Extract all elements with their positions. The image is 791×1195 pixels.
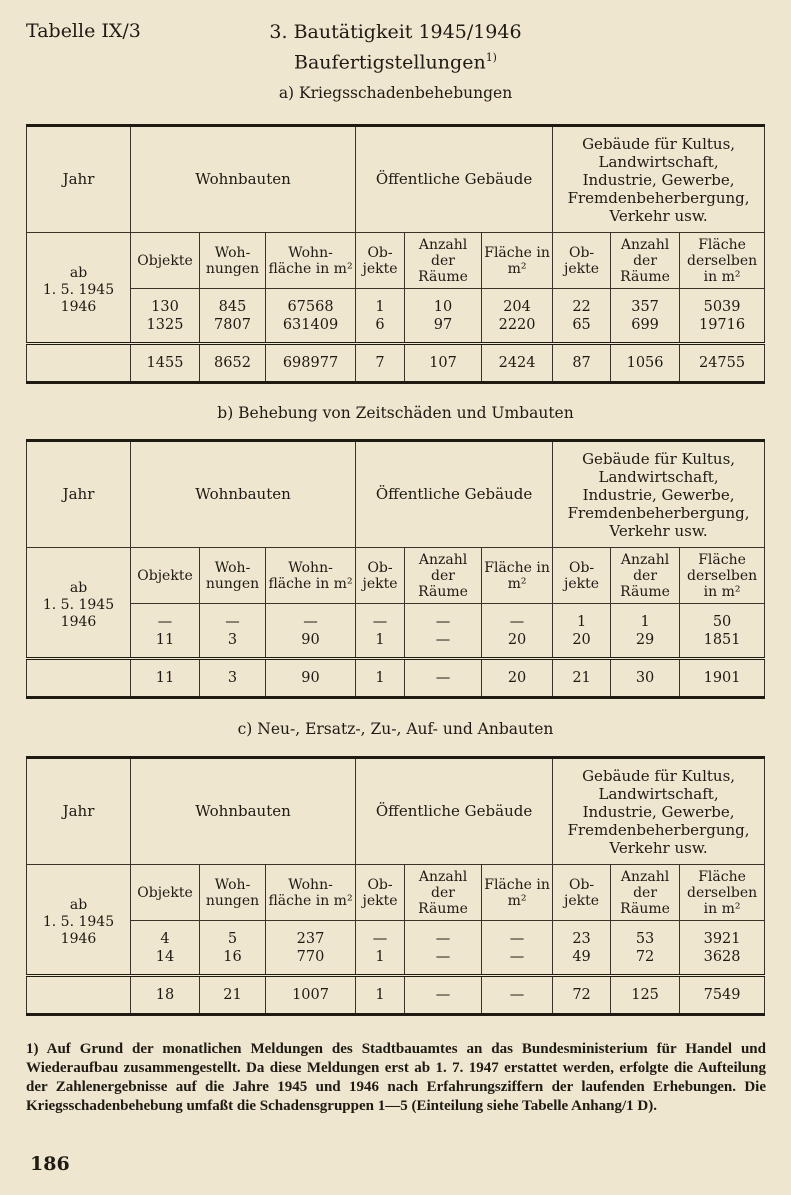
wohnbauten-header: Wohnbauten bbox=[131, 758, 356, 865]
total-cell: 1007 bbox=[266, 976, 356, 1015]
jahr-cell bbox=[27, 865, 131, 976]
cell: 1 bbox=[640, 613, 650, 630]
total-cell: 1056 bbox=[611, 344, 680, 383]
cell: 1 bbox=[375, 948, 385, 965]
total-cell: 7549 bbox=[680, 976, 765, 1015]
cell: — bbox=[372, 930, 388, 947]
cell: — bbox=[435, 948, 451, 965]
total-cell: 72 bbox=[553, 976, 611, 1015]
total-cell: 1455 bbox=[131, 344, 200, 383]
jahr-cell bbox=[27, 233, 131, 344]
footnote-text: Auf Grund der monatlichen Meldungen des Stadtbauamtes an das Bundesministerium für Handel und Wiederaufbau zusammengestellt. Da diese Meldungen erst ab 1. 7. 1947 erstattet werden, erfolgte die Aufteilung der Zahlenergebnisse auf die Jahre 1945 und 1946 nach Erfahrungsziffern der laufenden Erhebungen. Die Kriegsschadenbehebung umfaßt die Schadensgruppen 1—5 (Einteilung siehe Tabelle Anhang/1 D). bbox=[26, 1041, 766, 1114]
cell: 20 bbox=[507, 631, 527, 648]
page-subtitle-text: Baufertigstellungen bbox=[294, 51, 486, 74]
col-ob-jekte: Ob- jekte bbox=[356, 865, 405, 921]
cell: 1 bbox=[375, 298, 385, 315]
section-title-a: a) Kriegsschadenbehebungen bbox=[278, 84, 513, 102]
section-title-c: c) Neu-, Ersatz-, Zu-, Auf- und Anbauten bbox=[237, 720, 554, 738]
jahr-header: Jahr bbox=[27, 126, 131, 233]
total-cell: 21 bbox=[200, 976, 266, 1015]
col-wohnflaeche: Wohn- fläche in m² bbox=[266, 233, 356, 289]
col-flaeche-derselben: Fläche derselben in m² bbox=[680, 548, 765, 604]
table-row bbox=[27, 921, 765, 976]
cell: 3628 bbox=[703, 948, 741, 965]
oeffentliche-header: Öffentliche Gebäude bbox=[356, 441, 553, 548]
cell: — bbox=[435, 930, 451, 947]
col-ob-jekte: Ob- jekte bbox=[553, 233, 611, 289]
col-anzahl-raeume: Anzahl der Räume bbox=[611, 233, 680, 289]
table-c bbox=[26, 756, 765, 1016]
year-date: 1. 5. 1945 bbox=[42, 914, 115, 930]
cell: 11 bbox=[155, 631, 175, 648]
col-anzahl-raeume: Anzahl der Räume bbox=[611, 548, 680, 604]
cell: 50 bbox=[712, 613, 732, 630]
cell: 10 bbox=[433, 298, 453, 315]
cell: 1 bbox=[576, 613, 587, 630]
year-1946: 1946 bbox=[60, 931, 97, 947]
total-cell: 7 bbox=[356, 344, 405, 383]
total-cell: 90 bbox=[266, 659, 356, 698]
cell: 23 bbox=[572, 930, 591, 947]
total-row bbox=[27, 344, 765, 383]
total-cell: 11 bbox=[131, 659, 200, 698]
cell: — bbox=[157, 613, 173, 630]
jahr-header: Jahr bbox=[27, 758, 131, 865]
year-date: 1. 5. 1945 bbox=[42, 282, 115, 298]
cell: — bbox=[509, 948, 525, 965]
year-1946: 1946 bbox=[60, 299, 97, 315]
footnote bbox=[26, 1040, 766, 1116]
year-date: 1. 5. 1945 bbox=[42, 597, 115, 613]
cell: 29 bbox=[635, 631, 655, 648]
cell: 19716 bbox=[698, 316, 746, 333]
total-cell: 24755 bbox=[680, 344, 765, 383]
cell: — bbox=[435, 613, 451, 630]
cell: 14 bbox=[155, 948, 175, 965]
col-ob-jekte: Ob- jekte bbox=[356, 233, 405, 289]
cell: 97 bbox=[433, 316, 453, 333]
cell: 1851 bbox=[703, 631, 741, 648]
total-row bbox=[27, 659, 765, 698]
col-anzahl-raeume: Anzahl der Räume bbox=[405, 548, 482, 604]
section-title-b: b) Behebung von Zeitschäden und Umbauten bbox=[217, 404, 574, 422]
cell: 16 bbox=[223, 948, 242, 965]
year-ab: ab bbox=[69, 897, 88, 913]
year-1946: 1946 bbox=[60, 614, 97, 630]
year-ab: ab bbox=[69, 265, 88, 281]
col-flaeche: Fläche in m² bbox=[482, 548, 553, 604]
cell: 20 bbox=[572, 631, 591, 648]
col-objekte: Objekte bbox=[131, 233, 200, 289]
cell: 5 bbox=[227, 930, 238, 947]
cell: — bbox=[303, 613, 318, 630]
col-flaeche-derselben: Fläche derselben in m² bbox=[680, 865, 765, 921]
oeffentliche-header: Öffentliche Gebäude bbox=[356, 758, 553, 865]
col-objekte: Objekte bbox=[131, 548, 200, 604]
table-id: Tabelle IX/3 bbox=[26, 20, 141, 42]
year-ab: ab bbox=[69, 580, 88, 596]
total-cell: 1 bbox=[356, 659, 405, 698]
wohnbauten-header: Wohnbauten bbox=[131, 126, 356, 233]
col-wohnungen: Woh- nungen bbox=[200, 865, 266, 921]
table-a bbox=[26, 124, 765, 384]
cell: 4 bbox=[160, 930, 170, 947]
cell: 1325 bbox=[146, 316, 184, 333]
cell: 770 bbox=[296, 948, 325, 965]
footnote-reference: 1) bbox=[485, 51, 497, 64]
cell: 699 bbox=[631, 316, 659, 333]
col-flaeche: Fläche in m² bbox=[482, 233, 553, 289]
col-anzahl-raeume: Anzahl der Räume bbox=[405, 233, 482, 289]
col-wohnflaeche: Wohn- fläche in m² bbox=[266, 548, 356, 604]
cell: 49 bbox=[572, 948, 591, 965]
cell: 3921 bbox=[703, 930, 741, 947]
cell: 2220 bbox=[498, 316, 536, 333]
cell: 357 bbox=[631, 298, 659, 315]
total-cell: 1 bbox=[356, 976, 405, 1015]
total-cell: 30 bbox=[611, 659, 680, 698]
cell: 72 bbox=[635, 948, 655, 965]
cell: 631409 bbox=[282, 316, 339, 333]
total-cell: 20 bbox=[482, 659, 553, 698]
cell: 90 bbox=[301, 631, 320, 648]
col-ob-jekte: Ob- jekte bbox=[553, 865, 611, 921]
cell: — bbox=[509, 930, 525, 947]
cell: — bbox=[435, 631, 451, 648]
oeffentliche-header: Öffentliche Gebäude bbox=[356, 126, 553, 233]
jahr-cell bbox=[27, 548, 131, 659]
total-cell: — bbox=[482, 976, 553, 1015]
table-row bbox=[27, 289, 765, 344]
table-row bbox=[27, 604, 765, 659]
cell: 130 bbox=[151, 298, 179, 315]
total-row bbox=[27, 976, 765, 1015]
col-ob-jekte: Ob- jekte bbox=[553, 548, 611, 604]
gebaeude-kultus-header: Gebäude für Kultus, Landwirtschaft, Industrie, Gewerbe, Fremdenbeherbergung, Verkehr usw. bbox=[553, 758, 765, 865]
total-cell: 21 bbox=[553, 659, 611, 698]
jahr-header: Jahr bbox=[27, 441, 131, 548]
cell: 22 bbox=[572, 298, 591, 315]
cell: 7807 bbox=[214, 316, 251, 333]
gebaeude-kultus-header: Gebäude für Kultus, Landwirtschaft, Industrie, Gewerbe, Fremdenbeherbergung, Verkehr usw. bbox=[553, 126, 765, 233]
cell: — bbox=[509, 613, 525, 630]
cell: 1 bbox=[375, 631, 385, 648]
total-cell: 698977 bbox=[266, 344, 356, 383]
total-cell: 107 bbox=[405, 344, 482, 383]
cell: 65 bbox=[572, 316, 591, 333]
total-cell: 3 bbox=[200, 659, 266, 698]
total-cell: — bbox=[405, 976, 482, 1015]
cell: 845 bbox=[218, 298, 247, 315]
total-cell: 18 bbox=[131, 976, 200, 1015]
table-b bbox=[26, 439, 765, 699]
cell: 6 bbox=[375, 316, 385, 333]
total-cell: 8652 bbox=[200, 344, 266, 383]
cell: — bbox=[225, 613, 240, 630]
col-anzahl-raeume: Anzahl der Räume bbox=[405, 865, 482, 921]
page-number: 186 bbox=[30, 1153, 70, 1175]
cell: 3 bbox=[227, 631, 238, 648]
total-cell: 1901 bbox=[680, 659, 765, 698]
cell: 204 bbox=[503, 298, 531, 315]
total-cell: 2424 bbox=[482, 344, 553, 383]
cell: 53 bbox=[635, 930, 655, 947]
col-ob-jekte: Ob- jekte bbox=[356, 548, 405, 604]
col-flaeche-derselben: Fläche derselben in m² bbox=[680, 233, 765, 289]
total-cell: 125 bbox=[611, 976, 680, 1015]
cell: 237 bbox=[296, 930, 325, 947]
col-objekte: Objekte bbox=[131, 865, 200, 921]
total-cell: — bbox=[405, 659, 482, 698]
gebaeude-kultus-header: Gebäude für Kultus, Landwirtschaft, Industrie, Gewerbe, Fremdenbeherbergung, Verkehr usw. bbox=[553, 441, 765, 548]
col-anzahl-raeume: Anzahl der Räume bbox=[611, 865, 680, 921]
col-wohnungen: Woh- nungen bbox=[200, 233, 266, 289]
wohnbauten-header: Wohnbauten bbox=[131, 441, 356, 548]
page-title: 3. Bautätigkeit 1945/1946 bbox=[269, 21, 522, 43]
footnote-mark: 1) bbox=[26, 1041, 39, 1057]
cell: 67568 bbox=[287, 298, 334, 315]
col-wohnflaeche: Wohn- fläche in m² bbox=[266, 865, 356, 921]
cell: 5039 bbox=[703, 298, 741, 315]
col-flaeche: Fläche in m² bbox=[482, 865, 553, 921]
col-wohnungen: Woh- nungen bbox=[200, 548, 266, 604]
cell: — bbox=[372, 613, 388, 630]
page-subtitle bbox=[0, 46, 791, 74]
total-cell: 87 bbox=[553, 344, 611, 383]
